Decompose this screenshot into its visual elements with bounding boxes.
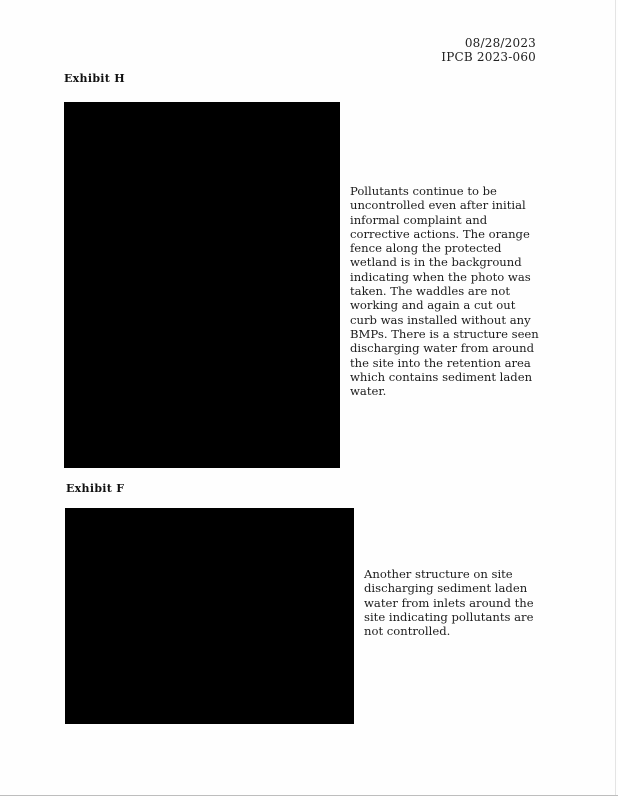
exhibit-f-redacted-photo <box>65 508 354 724</box>
filing-header <box>441 36 536 64</box>
exhibit-f-label: Exhibit F <box>66 482 125 495</box>
page-edge-bottom <box>0 795 618 796</box>
exhibit-f-caption: Another structure on site discharging sediment laden water from inlets around the site indicating pollutants are not controlled. <box>364 567 534 639</box>
exhibit-h-caption: Pollutants continue to be uncontrolled even after initial informal complaint and corrective actions. The orange fence along the protected wetland is in the background indicating when the photo was taken. The waddles are not working and again a cut out curb was installed without any BMPs. There is a structure seen discharging water from around the site into the retention area which contains sediment laden water. <box>350 184 539 399</box>
exhibit-h-redacted-photo <box>64 102 340 468</box>
exhibit-h-label: Exhibit H <box>64 72 125 85</box>
docket-number: IPCB 2023-060 <box>441 50 536 64</box>
filing-date: 08/28/2023 <box>464 36 536 50</box>
page-edge-right <box>615 0 616 795</box>
